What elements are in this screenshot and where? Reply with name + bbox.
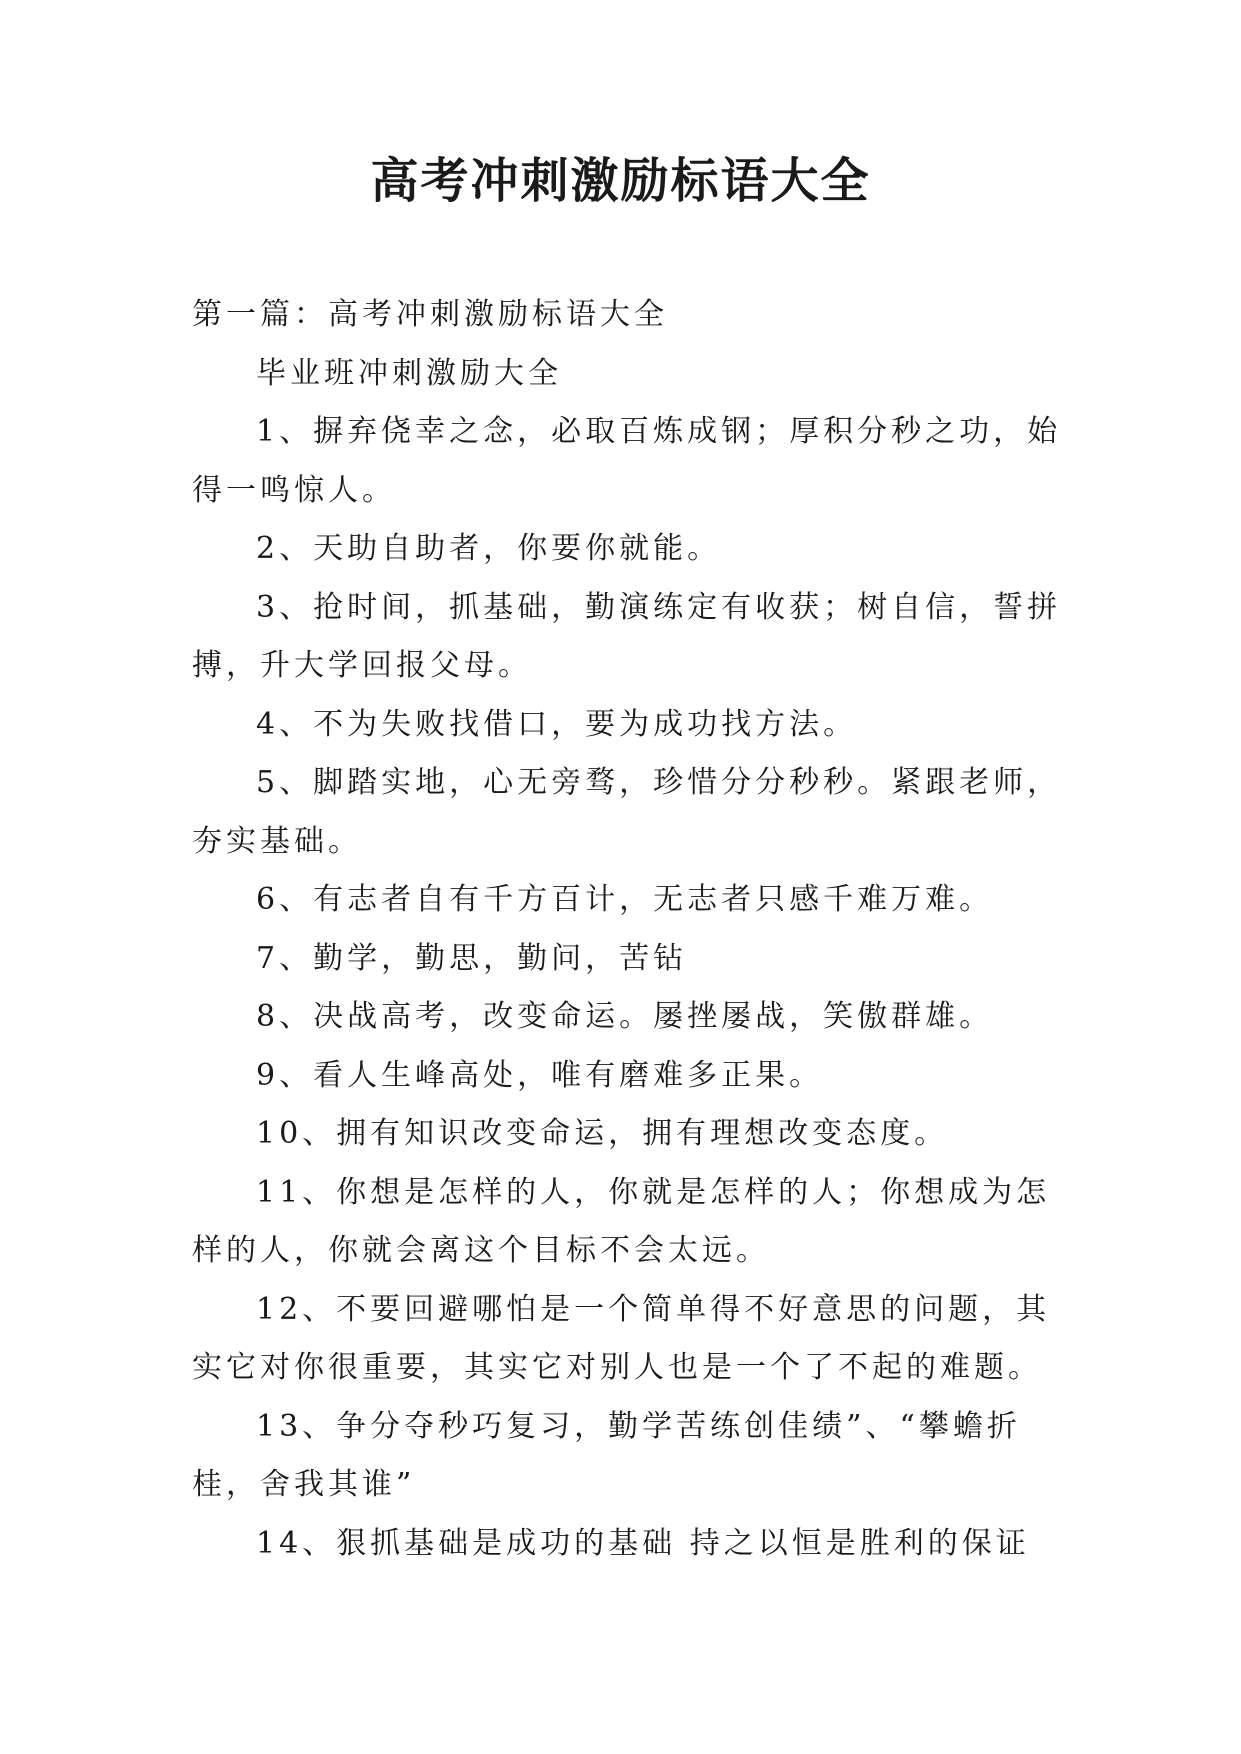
slogan-item-8: 8、决战高考，改变命运。屡挫屡战，笑傲群雄。	[256, 999, 994, 1034]
slogan-item-7: 7、勤学，勤思，勤问，苦钻	[256, 940, 688, 976]
slogan-item-1: 1、摒弃侥幸之念，必取百炼成钢；厚积分秒之功，始得一鸣惊人。	[192, 414, 1062, 508]
slogan-item-3: 3、抢时间，抓基础，勤演练定有收获；树自信，誓拼搏，升大学回报父母。	[192, 589, 1062, 683]
slogan-item-2: 2、天助自助者，你要你就能。	[256, 531, 722, 566]
document-title: 高考冲刺激励标语大全	[370, 153, 871, 209]
document-body	[192, 286, 1062, 1573]
slogan-item-6: 6、有志者自有千方百计，无志者只感千难万难。	[256, 882, 994, 917]
slogan-item-12: 12、不要回避哪怕是一个简单得不好意思的问题，其实它对你很重要，其实它对别人也是一个了不起的难题。	[192, 1291, 1051, 1385]
slogan-item-14: 14、狠抓基础是成功的基础 持之以恒是胜利的保证	[256, 1525, 1030, 1561]
subheading: 毕业班冲刺激励大全	[256, 355, 562, 391]
slogan-item-9: 9、看人生峰高处，唯有磨难多正果。	[256, 1057, 824, 1093]
slogan-item-4: 4、不为失败找借口，要为成功找方法。	[256, 706, 858, 742]
slogan-item-13: 13、争分夺秒巧复习，勤学苦练创佳绩”、“攀蟾折桂，舍我其谁”	[192, 1408, 1021, 1502]
slogan-item-5: 5、脚踏实地，心无旁骛，珍惜分分秒秒。紧跟老师，夯实基础。	[192, 765, 1062, 859]
slogan-item-10: 10、拥有知识改变命运，拥有理想改变态度。	[256, 1116, 949, 1151]
section-heading: 第一篇：高考冲刺激励标语大全	[192, 297, 668, 332]
slogan-item-11: 11、你想是怎样的人，你就是怎样的人；你想成为怎样的人，你就会离这个目标不会太远。	[192, 1174, 1051, 1268]
